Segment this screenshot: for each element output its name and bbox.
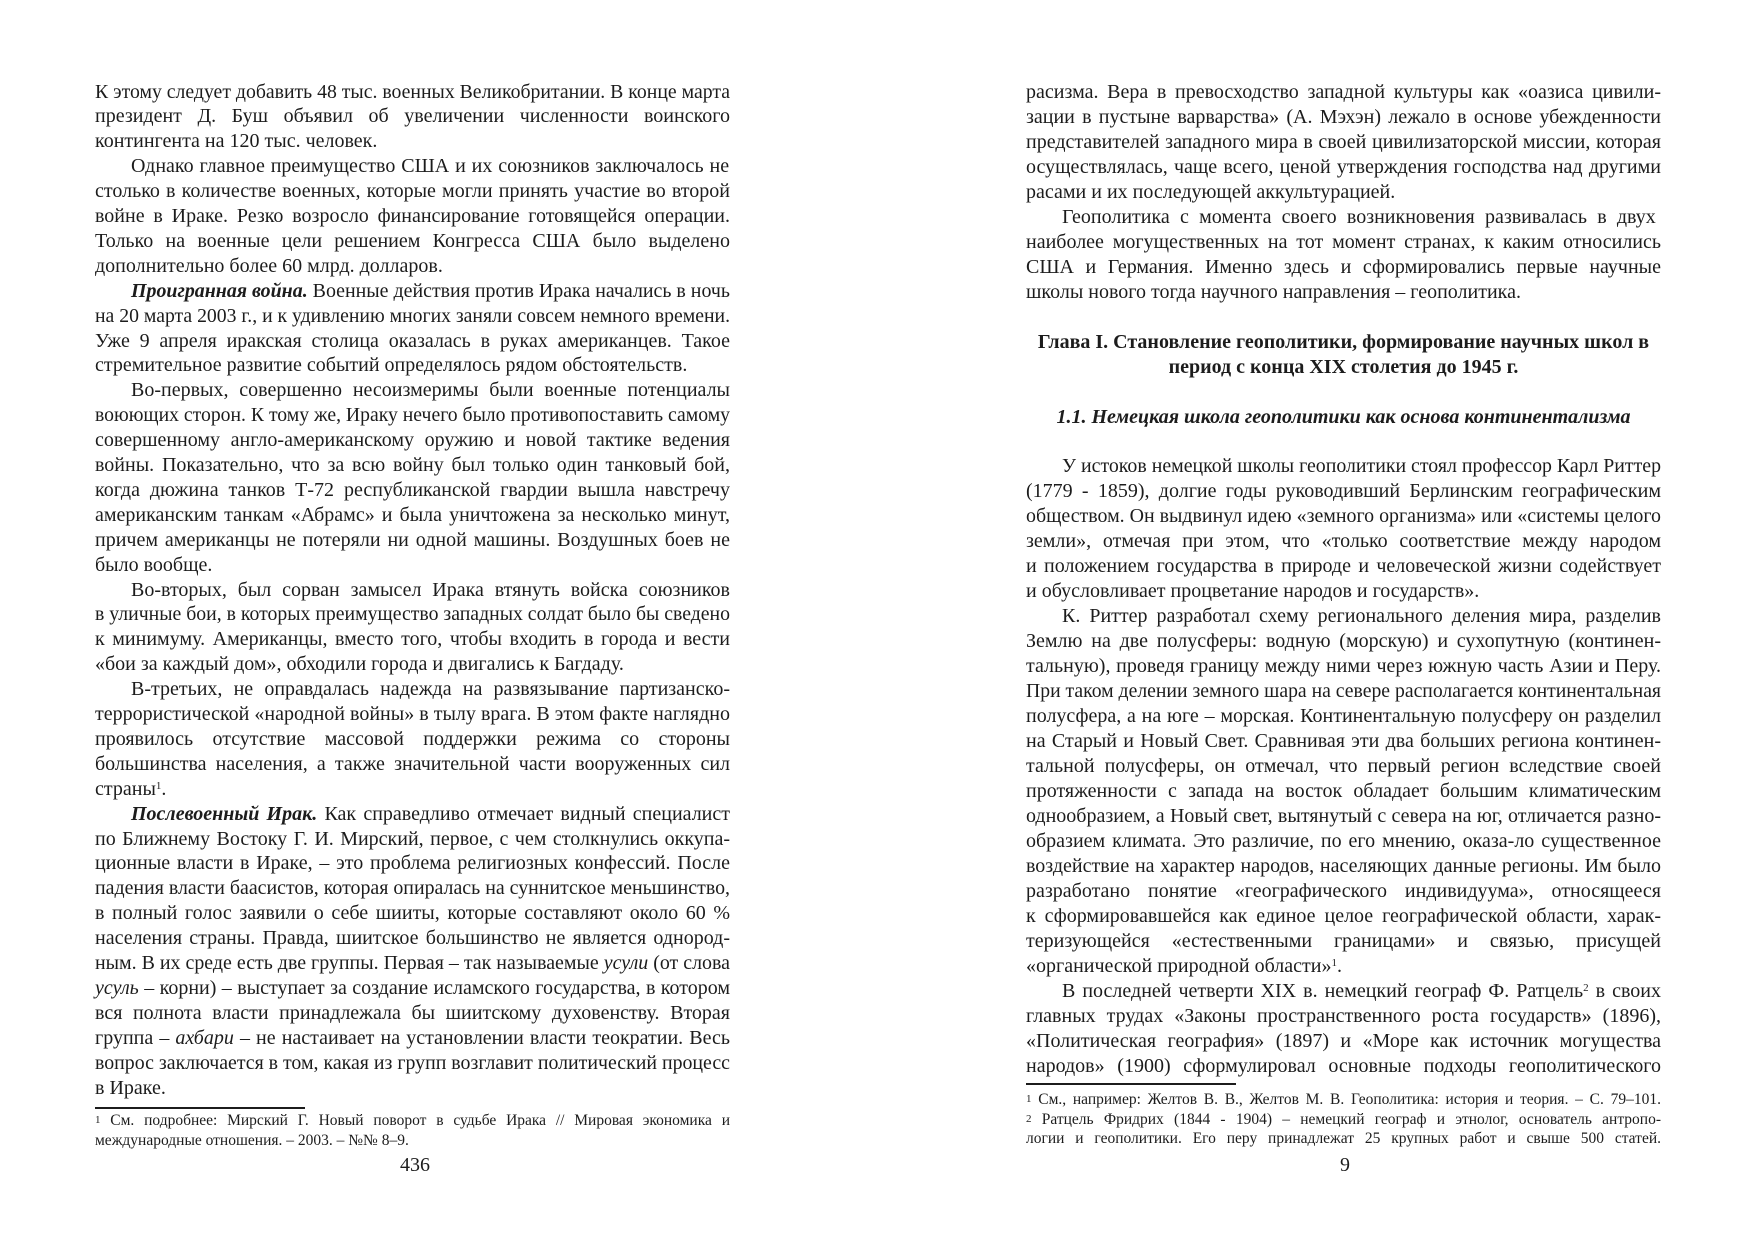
- text-run: в своих: [1588, 979, 1661, 1002]
- body-line-text: совершенному англо-американскому оружию и новой тактике ведения: [95, 429, 730, 452]
- footnote-line: [1026, 1090, 1661, 1110]
- body-line: [1026, 230, 1661, 255]
- text-run: .: [161, 777, 167, 800]
- footnote-marker: 2: [1026, 1112, 1032, 1125]
- body-line: [131, 154, 729, 179]
- body-line: [95, 179, 730, 204]
- body-line: [1026, 954, 1342, 979]
- body-line: [1062, 205, 1656, 230]
- footnote-line: [95, 1111, 730, 1131]
- body-line: [95, 752, 730, 777]
- footnote-divider: [95, 1107, 305, 1109]
- body-line-text: стремительное развитие событий определялось рядом обстоятельств.: [95, 354, 688, 377]
- body-line-text: обществом. Он выдвинул идею «земного организма» или «системы целого: [1026, 504, 1661, 527]
- page-number: 436: [400, 1154, 430, 1176]
- body-line-text: полусфера, а на юге – морская. Континентальную полусферу он разделил: [1026, 704, 1661, 727]
- body-line-text: воюющих сторон. К тому же, Ираку нечего было противопоставить самому: [95, 404, 730, 427]
- body-line: [1026, 1004, 1661, 1029]
- text-run: Как справедливо отмечает видный специалист: [317, 802, 730, 825]
- body-line-text: наиболее могущественных на тот момент странах, к каким относились: [1026, 231, 1661, 253]
- text-run: ным. В их среде есть две группы. Первая – так называемые: [95, 952, 604, 974]
- left-page: [0, 0, 874, 1241]
- body-line-text: народов» (1900) сформулировал основные подходы геополитического: [1026, 1054, 1661, 1077]
- body-line-text: Землю на две полусферы: водную (морскую) и сухопутную (континен-: [1026, 629, 1661, 652]
- body-line: [1026, 654, 1661, 679]
- body-line: [95, 876, 733, 901]
- body-line-text: При таком делении земного шара на севере располагается континентальная: [1026, 679, 1661, 702]
- body-line-text: вся полнота власти принадлежала бы шиитскому духовенству. Вторая: [95, 1001, 730, 1024]
- body-line-text: когда дюжина танков Т-72 республиканской гвардии вышла навстречу: [95, 478, 730, 501]
- body-line-text: и обусловливает процветание народов и государств».: [1026, 579, 1480, 602]
- body-line-text: к сформировавшейся как единое целое географической области, харак-: [1026, 904, 1661, 927]
- body-line: [1026, 105, 1661, 130]
- body-line-text: проявилось отсутствие массовой поддержки режима со стороны: [95, 727, 730, 750]
- body-line: [95, 901, 730, 926]
- text-run: .: [1336, 954, 1342, 977]
- body-line-text: [1026, 954, 1342, 979]
- body-line-text: разработано понятие «географического индивидуума», относящееся: [1026, 879, 1661, 902]
- body-line: [95, 1051, 735, 1076]
- body-line: [1026, 754, 1661, 779]
- body-line-text: тальную), проведя границу между ними через южную часть Азии и Перу.: [1026, 654, 1661, 677]
- body-line: [95, 1026, 730, 1051]
- chapter-heading: Глава I. Становление геополитики, формирование научных школ в: [1037, 330, 1650, 353]
- body-line: [95, 353, 687, 378]
- body-line-text: вопрос заключается в том, какая из групп возглавит политический процесс: [95, 1051, 730, 1074]
- text-run: (от слова: [648, 952, 730, 974]
- footnote-line-text: [1026, 1090, 1661, 1110]
- body-line: [95, 602, 738, 627]
- body-line-text: У истоков немецкой школы геополитики стоял профессор Карл Риттер: [1062, 454, 1661, 477]
- body-line: [131, 677, 730, 702]
- body-line-text: [131, 802, 730, 827]
- body-line: [95, 478, 730, 503]
- body-line: [95, 976, 730, 1001]
- body-line: [1026, 779, 1661, 804]
- body-line: [1026, 579, 1479, 604]
- footnote-marker: 2: [1583, 981, 1589, 994]
- body-line-text: ционные власти в Ираке, – это проблема религиозных конфессий. После: [95, 852, 730, 875]
- body-line: [1026, 804, 1661, 829]
- text-run: См., например: Желтов В. В., Желтов М. В. Геополитика: история и теория. – С. 79–101.: [1031, 1091, 1661, 1108]
- text-run: «органической природной области»: [1026, 954, 1332, 977]
- body-line: [1026, 1054, 1661, 1079]
- text-run: страны: [95, 777, 156, 800]
- footnote-line-text: [95, 1111, 730, 1131]
- body-line: [1026, 155, 1661, 180]
- body-line: [95, 727, 730, 752]
- footnote-line: [95, 1131, 409, 1151]
- body-line-text: террористической «народной войны» в тылу врага. В этом факте наглядно: [95, 703, 730, 725]
- body-line-text: зации в пустыне варварства» (А. Мэхэн) лежало в основе убежденности: [1026, 106, 1661, 128]
- body-line: [1026, 929, 1661, 954]
- footnote-line-text: логии и геополитики. Его перу принадлежат 25 крупных работ и свыше 500 статей.: [1026, 1130, 1661, 1147]
- body-line: [1026, 679, 1671, 704]
- body-line: [95, 627, 730, 652]
- body-line-text: Однако главное преимущество США и их союзников заключалось не: [131, 155, 730, 178]
- body-line-text: К этому следует добавить 48 тыс. военных Великобритании. В конце марта: [95, 80, 730, 103]
- body-line-text: на Старый и Новый Свет. Сравнивая эти два больших региона континен-: [1026, 729, 1661, 752]
- body-line-text: на 20 марта 2003 г., и к удивлению многих заняли совсем немного времени.: [95, 304, 730, 327]
- body-line-text: осуществлялась, чаще всего, ценой утверждения господства над другими: [1026, 156, 1661, 178]
- footnote-marker: 1: [95, 1114, 101, 1126]
- body-line-text: (1779 - 1859), долгие годы руководивший Берлинским географическим: [1026, 479, 1661, 502]
- chapter-heading: период с конца XIX столетия до 1945 г.: [1168, 355, 1519, 378]
- body-line: [95, 503, 730, 528]
- footnote-line-text: [1026, 1110, 1661, 1130]
- body-line-text: Геополитика с момента своего возникновения развивалась в двух: [1062, 206, 1656, 228]
- footnote-marker: 1: [155, 779, 162, 792]
- body-line-text: дополнительно более 60 млрд. долларов.: [95, 254, 443, 277]
- body-line-text: [131, 279, 730, 304]
- body-line-text: Во-вторых, был сорван замысел Ирака втянуть войска союзников: [131, 578, 730, 601]
- body-line-text: воздействие на характер народов, населяющих данные регионы. Им было: [1026, 854, 1661, 877]
- body-line: [95, 702, 730, 727]
- body-line: [1026, 879, 1661, 904]
- footnote-divider: [1026, 1083, 1236, 1085]
- body-line: [1026, 130, 1661, 155]
- text-run: В последней четверти XIX в. немецкий географ Ф. Ратцель: [1062, 979, 1584, 1002]
- body-line: [1026, 180, 1395, 205]
- page-number: 9: [1340, 1154, 1350, 1176]
- footnote-line: [1026, 1110, 1661, 1130]
- body-line: [95, 329, 730, 354]
- body-line-text: войны. Показательно, что за всю войну был только один танковый бой,: [95, 454, 730, 476]
- body-line: [95, 851, 730, 876]
- body-line: [131, 578, 730, 603]
- body-line: [1062, 604, 1661, 629]
- body-line: [1026, 529, 1661, 554]
- body-line-text: «бои за каждый дом», обходили города и двигались к Багдаду.: [95, 653, 624, 676]
- body-line: [95, 553, 212, 578]
- body-line-text: образием климата. Это различие, по его мнению, оказа-ло существенное: [1026, 829, 1661, 852]
- footnote-line: [1026, 1129, 1661, 1149]
- body-line: [95, 951, 732, 976]
- body-line: [1026, 479, 1661, 504]
- body-line: [1062, 979, 1661, 1004]
- body-line-text: причем американцы не потеряли ни одной машины. Воздушных боев не: [95, 528, 730, 551]
- body-line: [95, 104, 730, 129]
- body-line-text: Только на военные цели решением Конгресса США было выделено: [95, 229, 730, 252]
- body-line-text: [95, 976, 730, 1001]
- body-line-text: [95, 777, 166, 802]
- body-line-text: протяженности с запада на восток обладает большим климатическим: [1026, 779, 1661, 802]
- body-line-text: однообразием, а Новый свет, вытянутый с севера на юг, отличается разно-: [1026, 804, 1661, 827]
- right-page: [875, 0, 1749, 1241]
- body-line: [95, 403, 740, 428]
- body-line: [131, 378, 730, 403]
- body-line-text: [95, 1026, 730, 1051]
- body-line: [1062, 454, 1665, 479]
- body-line: [131, 279, 733, 304]
- body-line-text: представителей западного мира в своей цивилизаторской миссии, которая: [1026, 131, 1661, 153]
- body-line-text: большинства населения, а также значительной части вооруженных сил: [95, 752, 730, 775]
- body-line-text: в Ираке.: [95, 1076, 166, 1099]
- emphasis-text: усуль: [95, 976, 139, 999]
- body-line-text: тальной полусферы, он отмечал, что первый регион вследствие своей: [1026, 754, 1661, 777]
- body-line: [95, 229, 730, 254]
- body-line-text: войне в Ираке. Резко возросло финансирование готовящейся операции.: [95, 205, 730, 227]
- body-line: [95, 80, 738, 105]
- body-line: [95, 926, 730, 951]
- body-line: [1026, 554, 1661, 579]
- emphasis-text: Послевоенный Ирак.: [131, 802, 318, 825]
- body-line-text: в полный голос заявили о себе шииты, которые составляют около 60 %: [95, 902, 730, 925]
- body-line-text: контингента на 120 тыс. человек.: [95, 130, 378, 153]
- body-line: [1026, 504, 1664, 529]
- footnote-marker: 1: [1331, 956, 1337, 969]
- body-line: [95, 827, 730, 852]
- body-line: [1026, 704, 1661, 729]
- body-line-text: земли», отмечая при этом, что «только соответствие между народом: [1026, 529, 1661, 552]
- body-line: [95, 1076, 166, 1101]
- body-line: [1026, 829, 1661, 854]
- body-line: [1026, 1029, 1661, 1054]
- body-line-text: К. Риттер разработал схему регионального деления мира, разделив: [1062, 604, 1661, 627]
- body-line-text: школы нового тогда научного направления – геополитика.: [1026, 281, 1521, 303]
- body-line: [1026, 255, 1661, 280]
- body-line-text: расами и их последующей аккультурацией.: [1026, 181, 1396, 203]
- body-line-text: было вообще.: [95, 553, 213, 576]
- body-line-text: «Политическая география» (1897) и «Море как источник могущества: [1026, 1029, 1661, 1052]
- body-line: [95, 777, 166, 802]
- body-line-text: теризующейся «естественными границами» и связью, присущей: [1026, 929, 1661, 952]
- body-line-text: и положением государства в природе и человеческой жизни содействует: [1026, 554, 1661, 577]
- body-line-text: столько в количестве военных, которые могли принять участие во второй: [95, 180, 730, 203]
- body-line-text: расизма. Вера в превосходство западной культуры как «оазиса цивили-: [1026, 81, 1661, 103]
- body-line: [95, 428, 730, 453]
- text-run: Ратцель Фридрих (1844 - 1904) – немецкий географ и этнолог, основатель антропо-: [1031, 1110, 1661, 1128]
- body-line: [1026, 80, 1661, 105]
- body-line: [95, 453, 730, 478]
- body-line: [95, 1001, 730, 1026]
- body-line: [1026, 729, 1661, 754]
- body-line-text: населения страны. Правда, шиитское большинство не является однород-: [95, 927, 730, 950]
- body-line: [95, 528, 730, 553]
- body-line: [1026, 904, 1661, 929]
- body-line-text: по Ближнему Востоку Г. И. Мирский, первое, с чем столкнулись оккупа-: [95, 827, 730, 850]
- section-heading: 1.1. Немецкая школа геополитики как основа континентализма: [1056, 405, 1631, 428]
- body-line: [95, 204, 730, 229]
- emphasis-text: Проигранная война.: [131, 279, 308, 302]
- body-line-text: В-третьих, не оправдалась надежда на развязывание партизанско-: [131, 678, 730, 701]
- text-run: – не настаивает на установлении власти теократии. Весь: [233, 1026, 730, 1049]
- body-line-text: к минимуму. Американцы, вместо того, чтобы входить в города и вести: [95, 628, 730, 651]
- body-line: [1026, 280, 1521, 305]
- body-line: [95, 652, 624, 677]
- text-run: Военные действия против Ирака начались в ночь: [307, 279, 730, 302]
- body-line-text: в уличные бои, в которых преимущество западных солдат было бы сведено: [95, 603, 730, 626]
- body-line-text: главных трудах «Законы пространственного роста государств» (1896),: [1026, 1004, 1661, 1027]
- body-line-text: США и Германия. Именно здесь и сформировались первые научные: [1026, 256, 1661, 278]
- body-line-text: [95, 951, 730, 976]
- text-run: – корни) – выступает за создание исламского государства, в котором: [138, 976, 730, 999]
- text-run: группа –: [95, 1026, 176, 1049]
- body-line-text: американским танкам «Абрамс» и была уничтожена за несколько минут,: [95, 503, 730, 526]
- body-line: [1026, 629, 1661, 654]
- body-line-text: президент Д. Буш объявил об увеличении численности воинского: [95, 105, 730, 128]
- body-line: [131, 802, 730, 827]
- body-line: [95, 254, 443, 279]
- body-line-text: Уже 9 апреля иракская столица оказалась в руках американцев. Такое: [95, 329, 730, 352]
- body-line-text: [1062, 979, 1661, 1004]
- text-run: См. подробнее: Мирский Г. Новый поворот в судьбе Ирака // Мировая экономика и: [100, 1112, 730, 1129]
- emphasis-text: ахбари: [175, 1026, 234, 1049]
- body-line: [95, 129, 377, 154]
- footnote-marker: 1: [1026, 1093, 1032, 1105]
- footnote-line-text: международные отношения. – 2003. – №№ 8–9.: [95, 1132, 409, 1149]
- emphasis-text: усули: [603, 952, 649, 974]
- body-line: [95, 304, 739, 329]
- body-line-text: падения власти баасистов, которая опиралась на суннитское меньшинство,: [95, 877, 730, 900]
- body-line-text: Во-первых, совершенно несоизмеримы были военные потенциалы: [131, 379, 730, 402]
- body-line: [1026, 854, 1661, 879]
